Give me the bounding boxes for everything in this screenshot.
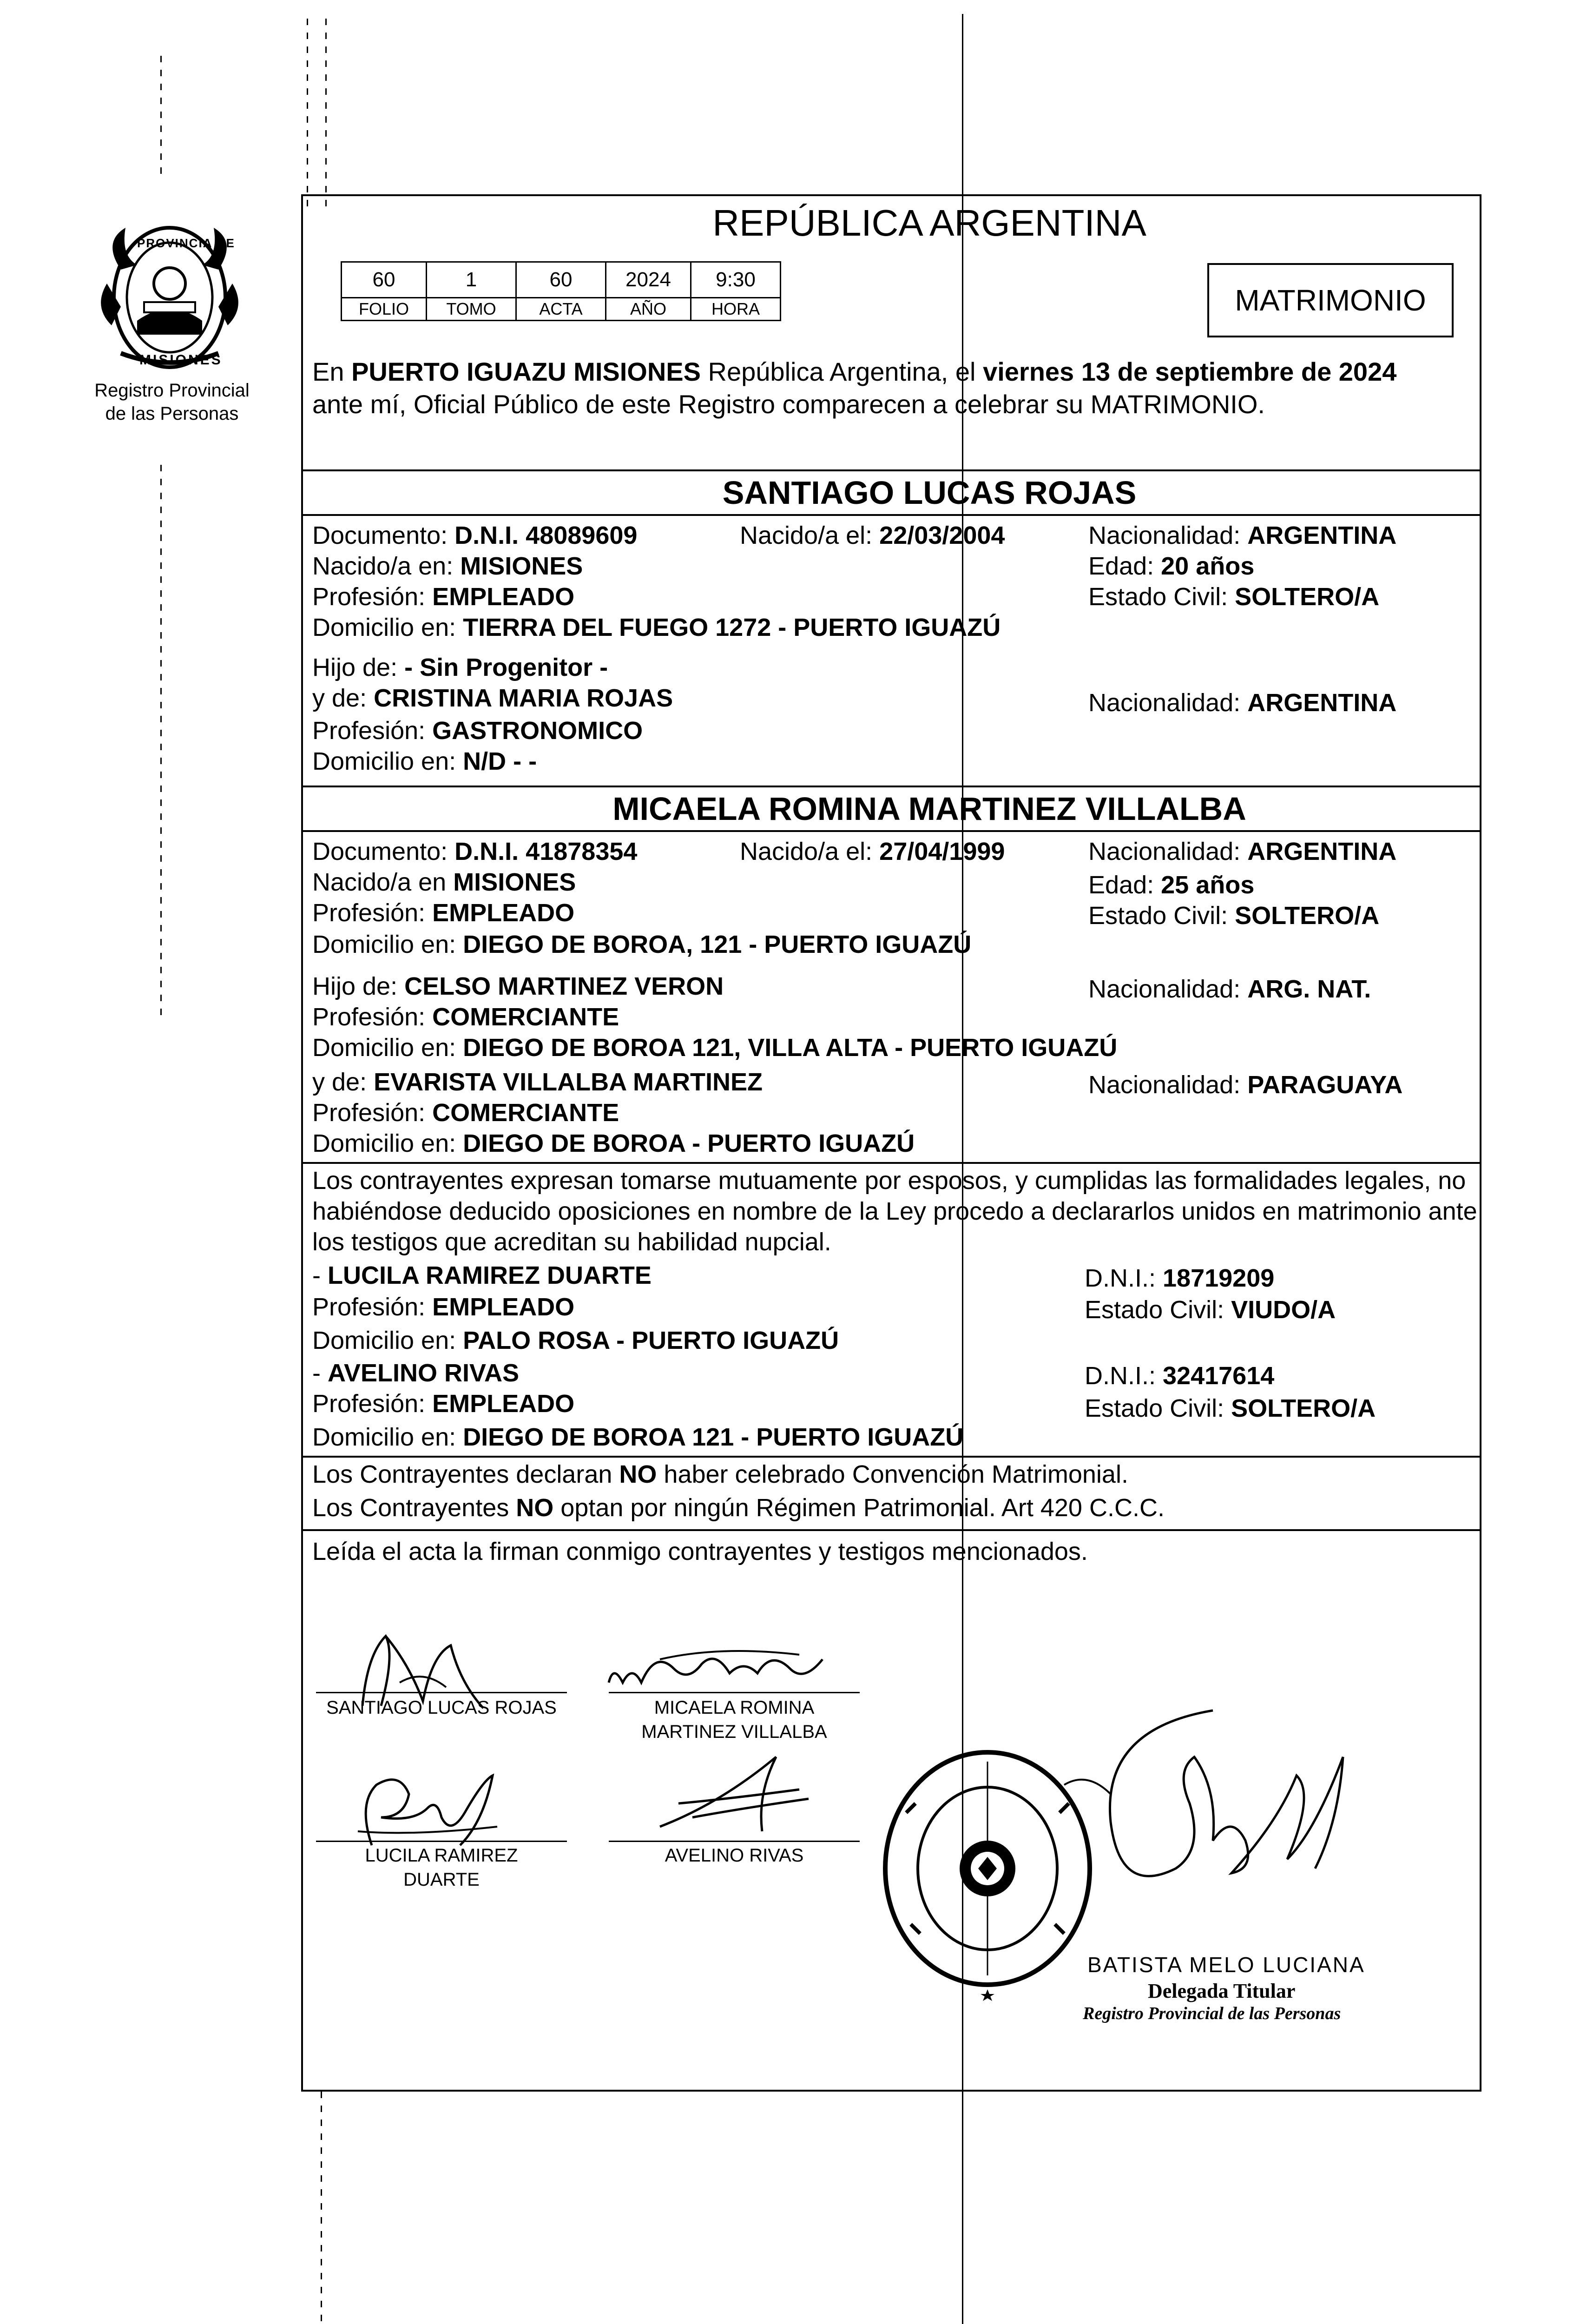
witness2-name: - AVELINO RIVAS xyxy=(312,1359,520,1387)
label: Domicilio en: xyxy=(312,747,463,775)
value: SOLTERO/A xyxy=(1235,583,1380,611)
value: GASTRONOMICO xyxy=(432,717,643,745)
value: PARAGUAYA xyxy=(1247,1071,1403,1099)
value: COMERCIANTE xyxy=(432,1099,619,1127)
text: Los Contrayentes xyxy=(312,1494,516,1522)
hora-label: HORA xyxy=(691,298,781,321)
witness1-signature-caption-l2: DUARTE xyxy=(403,1869,480,1890)
label: Profesión: xyxy=(312,1293,433,1321)
handwritten-signature xyxy=(651,1748,818,1841)
spouse2-parent2-profession xyxy=(312,1098,619,1128)
text: Los Contrayentes declaran xyxy=(312,1460,619,1488)
spouse1-birthdate xyxy=(740,521,1005,550)
spouse2-birthdate xyxy=(740,837,1005,866)
text: NO xyxy=(516,1494,554,1522)
handwritten-signature xyxy=(1036,1701,1352,1943)
scan-mark xyxy=(307,19,308,214)
spouse2-signature-caption-l1: MICAELA ROMINA xyxy=(654,1697,815,1718)
spouse2-civil-status xyxy=(1088,901,1379,931)
spouse1-address xyxy=(312,613,1001,642)
spouse1-parent2-profession xyxy=(312,716,643,746)
label: Nacido/a en: xyxy=(312,552,461,580)
spouse2-profession xyxy=(312,898,574,928)
label: Domicilio en: xyxy=(312,1129,463,1157)
anio-label: AÑO xyxy=(606,298,691,321)
value: MISIONES xyxy=(453,868,576,896)
hora-value: 9:30 xyxy=(691,262,781,298)
officer-title: Delegada Titular xyxy=(1148,1980,1296,2002)
label: Nacido/a en xyxy=(312,868,454,896)
spouse2-name: MICAELA ROMINA MARTINEZ VILLALBA xyxy=(612,791,1246,827)
label: Edad: xyxy=(1088,871,1161,899)
signature-line xyxy=(316,1841,567,1842)
label: Profesión: xyxy=(312,899,433,927)
value: 25 años xyxy=(1161,871,1255,899)
witness1-address xyxy=(312,1326,839,1355)
label: Profesión: xyxy=(312,583,433,611)
folio-value: 60 xyxy=(342,262,427,298)
spouse1-age xyxy=(1088,551,1254,581)
spouse2-parent1-address xyxy=(312,1033,1117,1063)
witness2-dni xyxy=(1085,1361,1274,1391)
value: EMPLEADO xyxy=(432,1390,575,1418)
scan-mark xyxy=(325,19,327,214)
tomo-value: 1 xyxy=(427,262,516,298)
witness2-profession xyxy=(312,1389,574,1419)
officer-name: BATISTA MELO LUCIANA xyxy=(1087,1953,1365,1977)
intro-place: PUERTO IGUAZU MISIONES xyxy=(351,357,701,386)
divider xyxy=(301,514,1481,516)
value: ARGENTINA xyxy=(1247,522,1397,549)
value: TIERRA DEL FUEGO 1272 - PUERTO IGUAZÚ xyxy=(463,614,1001,641)
acta-label: ACTA xyxy=(516,298,606,321)
value: ARG. NAT. xyxy=(1247,975,1371,1003)
label: Profesión: xyxy=(312,717,433,745)
label: Estado Civil: xyxy=(1085,1296,1231,1324)
officer-signature xyxy=(1036,1701,1352,1943)
spouse1-birthplace xyxy=(312,551,583,581)
value: MISIONES xyxy=(460,552,583,580)
label: Documento: xyxy=(312,838,455,865)
label: Domicilio en: xyxy=(312,1034,463,1062)
label: Estado Civil: xyxy=(1085,1394,1231,1422)
acta-value: 60 xyxy=(516,262,606,298)
intro-text: República Argentina, el xyxy=(701,357,983,386)
intro-text: En xyxy=(312,357,352,386)
logo-text-top: PROVINCIA DE xyxy=(137,236,235,250)
spouse1-parent2-address xyxy=(312,746,537,776)
label: Hijo de: xyxy=(312,972,405,1000)
label: Hijo de: xyxy=(312,654,405,681)
convention-line-2 xyxy=(312,1493,1165,1523)
witness1-name: - LUCILA RAMIREZ DUARTE xyxy=(312,1261,652,1289)
label: Domicilio en: xyxy=(312,1423,463,1451)
spouse1-parent1 xyxy=(312,653,608,682)
label: D.N.I.: xyxy=(1085,1362,1163,1390)
witness2-signature xyxy=(651,1748,818,1841)
value: PALO ROSA - PUERTO IGUAZÚ xyxy=(463,1327,839,1354)
spouse2-parent1-nationality xyxy=(1088,974,1371,1004)
label: Profesión: xyxy=(312,1390,433,1418)
value: DIEGO DE BOROA 121, VILLA ALTA - PUERTO IGUAZÚ xyxy=(463,1034,1118,1062)
value: VIUDO/A xyxy=(1231,1296,1336,1324)
folio-label: FOLIO xyxy=(342,298,427,321)
witness1-signature xyxy=(344,1766,502,1850)
spouse2-signature xyxy=(604,1641,827,1697)
value: ARGENTINA xyxy=(1247,838,1397,865)
handwritten-signature xyxy=(344,1766,502,1850)
value: COMERCIANTE xyxy=(432,1003,619,1031)
text: haber celebrado Convención Matrimonial. xyxy=(657,1460,1128,1488)
divider xyxy=(301,469,1481,471)
divider xyxy=(301,1529,1481,1531)
handwritten-signature xyxy=(604,1641,827,1697)
spouse1-profession xyxy=(312,582,574,612)
registry-name-line2: de las Personas xyxy=(105,403,239,424)
label: Nacionalidad: xyxy=(1088,689,1248,717)
value: EMPLEADO xyxy=(432,899,575,927)
tomo-label: TOMO xyxy=(427,298,516,321)
spouse2-signature-caption-l2: MARTINEZ VILLALBA xyxy=(641,1722,827,1742)
declaration-line-1: Los contrayentes expresan tomarse mutuamente por esposos, y cumplidas las formalidades legales, no xyxy=(312,1167,1466,1195)
label: Estado Civil: xyxy=(1088,583,1235,611)
label: Nacido/a el: xyxy=(740,838,880,865)
label: Nacionalidad: xyxy=(1088,975,1248,1003)
value: 20 años xyxy=(1161,552,1255,580)
label: Profesión: xyxy=(312,1003,433,1031)
value: DIEGO DE BOROA, 121 - PUERTO IGUAZÚ xyxy=(463,931,972,958)
spouse1-parent2 xyxy=(312,683,673,713)
spouse2-parent1-profession xyxy=(312,1002,619,1032)
intro-line-1 xyxy=(312,357,1396,387)
spouse2-address xyxy=(312,930,971,959)
value: D.N.I. 48089609 xyxy=(454,522,638,549)
record-table xyxy=(341,261,781,321)
value: CRISTINA MARIA ROJAS xyxy=(374,684,673,712)
label: Domicilio en: xyxy=(312,931,463,958)
value: D.N.I. 41878354 xyxy=(454,838,638,865)
signature-line xyxy=(609,1692,860,1693)
value: - Sin Progenitor - xyxy=(404,654,608,681)
value: SOLTERO/A xyxy=(1231,1394,1376,1422)
label: Nacido/a el: xyxy=(740,522,880,549)
anio-value: 2024 xyxy=(606,262,691,298)
act-type-box: MATRIMONIO xyxy=(1207,263,1454,337)
value: 18719209 xyxy=(1163,1264,1275,1292)
divider xyxy=(301,830,1481,832)
spouse2-parent2 xyxy=(312,1067,763,1097)
declaration-line-3: los testigos que acreditan su habilidad nupcial. xyxy=(312,1228,831,1256)
declaration-line-2: habiéndose deducido oposiciones en nombre de la Ley procedo a declararlos unidos en matrimonio ante xyxy=(312,1197,1477,1225)
text: optan por ningún Régimen Patrimonial. Art 420 C.C.C. xyxy=(553,1494,1165,1522)
text: NO xyxy=(619,1460,657,1488)
witness1-signature-caption-l1: LUCILA RAMIREZ xyxy=(365,1845,518,1866)
label: D.N.I.: xyxy=(1085,1264,1163,1292)
value: AVELINO RIVAS xyxy=(328,1359,520,1387)
spouse2-parent2-address xyxy=(312,1129,915,1158)
witness1-profession xyxy=(312,1292,574,1322)
witness1-dni xyxy=(1085,1263,1274,1293)
spouse1-document xyxy=(312,521,637,550)
registry-name-line1: Registro Provincial xyxy=(94,380,250,401)
label: Domicilio en: xyxy=(312,614,463,641)
scan-mark xyxy=(160,465,162,1023)
divider xyxy=(301,1456,1481,1458)
signature-line xyxy=(609,1841,860,1842)
spouse1-nationality xyxy=(1088,521,1396,550)
spouse1-parent2-nationality xyxy=(1088,688,1396,718)
value: EMPLEADO xyxy=(432,1293,575,1321)
spouse2-age xyxy=(1088,870,1254,900)
spouse1-name: SANTIAGO LUCAS ROJAS xyxy=(722,475,1137,511)
value: SOLTERO/A xyxy=(1235,902,1380,930)
witness2-address xyxy=(312,1422,963,1452)
value: 27/04/1999 xyxy=(879,838,1005,865)
spouse2-parent1 xyxy=(312,971,724,1001)
scan-mark xyxy=(160,56,162,177)
value: 32417614 xyxy=(1163,1362,1275,1390)
value: EMPLEADO xyxy=(432,583,575,611)
scan-mark xyxy=(321,2092,322,2324)
divider xyxy=(301,1162,1481,1164)
spouse2-document xyxy=(312,837,637,866)
value: DIEGO DE BOROA - PUERTO IGUAZÚ xyxy=(463,1129,915,1157)
value: CELSO MARTINEZ VERON xyxy=(404,972,724,1000)
spouse1-civil-status xyxy=(1088,582,1379,612)
logo-text-bottom: MISIONES xyxy=(139,352,223,368)
witness1-civil-status xyxy=(1085,1295,1336,1325)
spouse2-parent2-nationality xyxy=(1088,1070,1402,1100)
value: DIEGO DE BOROA 121 - PUERTO IGUAZÚ xyxy=(463,1423,964,1451)
spouse2-nationality xyxy=(1088,837,1396,866)
value: N/D - - xyxy=(463,747,537,775)
label: Documento: xyxy=(312,522,455,549)
intro-line-2: ante mí, Oficial Público de este Registro comparecen a celebrar su MATRIMONIO. xyxy=(312,390,1265,419)
label: Domicilio en: xyxy=(312,1327,463,1354)
divider xyxy=(301,786,1481,787)
label: y de: xyxy=(312,1068,374,1096)
value: EVARISTA VILLALBA MARTINEZ xyxy=(374,1068,763,1096)
closing-statement: Leída el acta la firman conmigo contrayentes y testigos mencionados. xyxy=(312,1538,1088,1565)
convention-line-1 xyxy=(312,1459,1128,1489)
witness2-signature-caption: AVELINO RIVAS xyxy=(665,1845,804,1866)
label: Nacionalidad: xyxy=(1088,1071,1248,1099)
label: Estado Civil: xyxy=(1088,902,1235,930)
label: Nacionalidad: xyxy=(1088,522,1248,549)
page-title: REPÚBLICA ARGENTINA xyxy=(712,202,1146,244)
intro-date: viernes 13 de septiembre de 2024 xyxy=(983,357,1397,386)
registry-logo xyxy=(93,214,246,381)
value: ARGENTINA xyxy=(1247,689,1397,717)
value: 22/03/2004 xyxy=(879,522,1005,549)
spouse1-signature-caption: SANTIAGO LUCAS ROJAS xyxy=(326,1697,557,1718)
signature-line xyxy=(316,1692,567,1693)
label: Profesión: xyxy=(312,1099,433,1127)
label: Nacionalidad: xyxy=(1088,838,1248,865)
spouse2-birthplace xyxy=(312,867,576,897)
value: LUCILA RAMIREZ DUARTE xyxy=(328,1261,652,1289)
officer-organization: Registro Provincial de las Personas xyxy=(1083,2004,1341,2023)
label: Edad: xyxy=(1088,552,1161,580)
label: y de: xyxy=(312,684,374,712)
witness2-civil-status xyxy=(1085,1393,1376,1423)
